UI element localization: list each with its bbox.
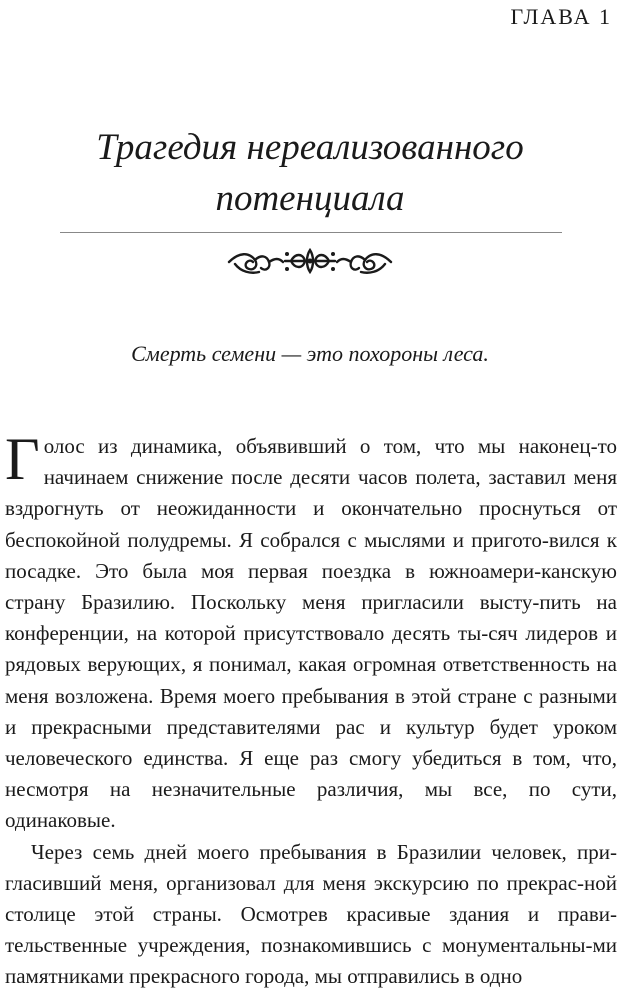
chapter-title (0, 122, 620, 224)
title-divider (60, 232, 562, 233)
chapter-label: ГЛАВА 1 (510, 4, 612, 29)
epigraph: Смерть семени — это похороны леса. (131, 341, 489, 366)
paragraph-1-text: олос из динамика, объявивший о том, что мы наконец-то начинаем снижение после десяти часов полета, заставил меня вздрогнуть от неожиданности и окончательно проснуться от беспокойной полудремы. Я собрался с мыслями и пригото-вился к посадке. Это была моя первая поездка в южноамери-канскую страну Бразилию. Поскольку меня пригласили высту-пить на конференции, на которой присутствовало десять ты-сяч лидеров и рядовых верующих, я понимал, какая огромная ответственность на меня возложена. Время моего пребывания в этой стране с разными и прекрасными представителями рас и культур будет уроком человеческого единства. Я еще раз смогу убедиться в том, что, несмотря на незначительные различия, мы все, по сути, одинаковые. (5, 434, 617, 833)
body-text (5, 426, 617, 993)
paragraph-2: Через семь дней моего пребывания в Бразилии человек, при-гласивший меня, организовал для меня экскурсию по прекрас-ной столице этой страны. Осмотрев красивые здания и прави-тельственные учреждения, познакомившись с монументальны-ми памятниками прекрасного города, мы отправились в одно (5, 839, 617, 989)
paragraph-1 (5, 426, 617, 837)
chapter-title-line-2: потенциала (215, 178, 405, 219)
drop-cap: Г (5, 426, 40, 492)
chapter-title-line-1: Трагедия нереализованного (96, 127, 524, 168)
floral-ornament-icon (225, 242, 395, 280)
